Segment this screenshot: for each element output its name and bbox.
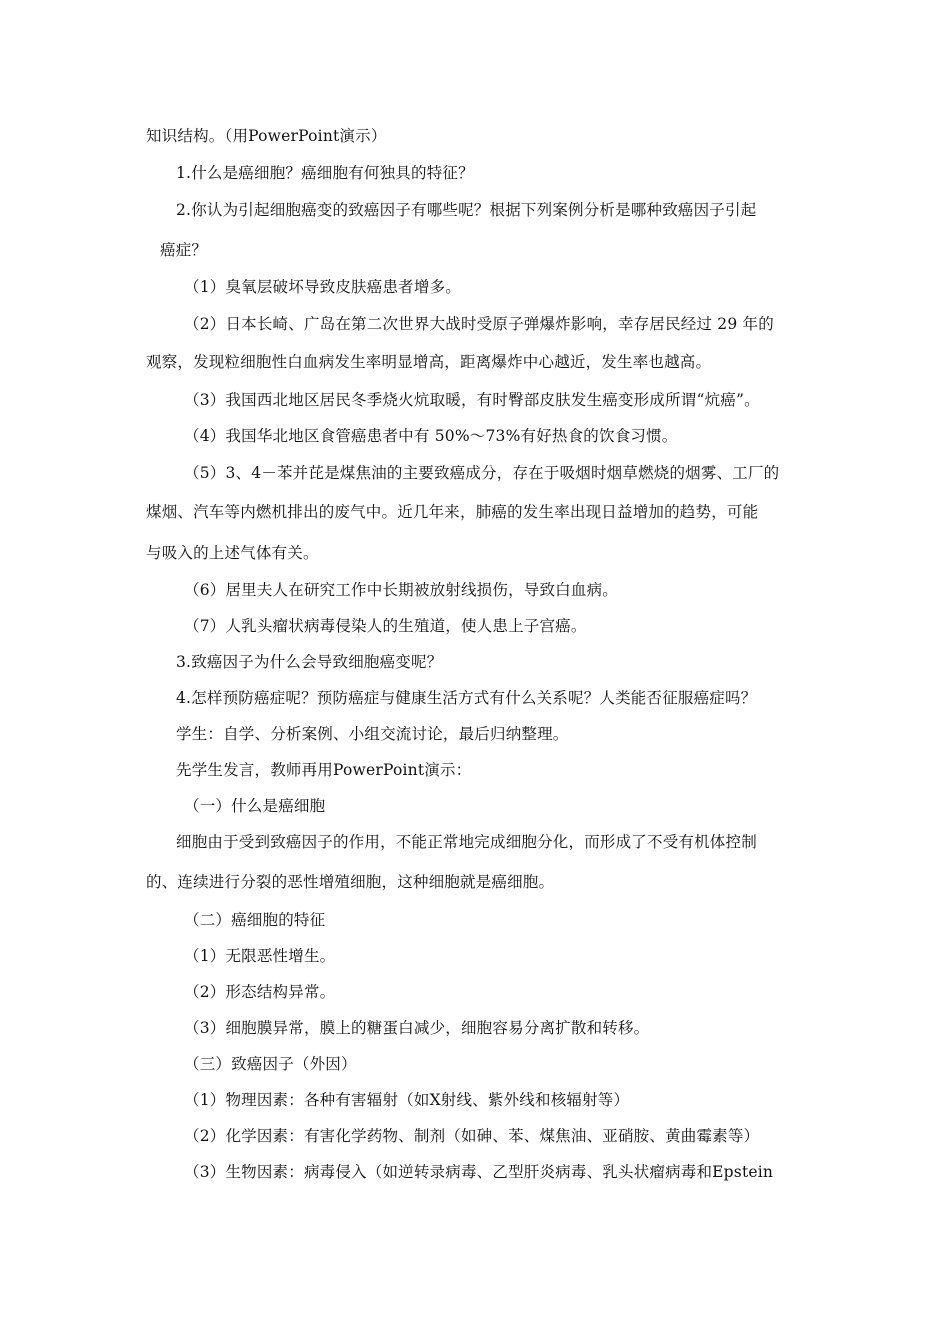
case-2: （2）日本长崎、广岛在第二次世界大战时受原子弹爆炸影响，幸存居民经过 29 年的 [184, 315, 774, 333]
feature-1: （1）无限恶性增生。 [184, 947, 336, 965]
definition-text: 细胞由于受到致癌因子的作用，不能正常地完成细胞分化，而形成了不受有机体控制 [176, 833, 757, 851]
question-1: 1.什么是癌细胞？癌细胞有何独具的特征？ [176, 164, 474, 182]
case-1: （1）臭氧层破坏导致皮肤癌患者增多。 [184, 278, 461, 296]
case-2-cont: 观察，发现粒细胞性白血病发生率明显增高，距离爆炸中心越近，发生率也越高。 [146, 353, 712, 371]
question-2: 2.你认为引起细胞癌变的致癌因子有哪些呢？根据下列案例分析是哪种致癌因子引起 [176, 201, 757, 219]
text-line: 知识结构。（用PowerPoint演示） [146, 127, 387, 145]
student-activity: 学生：自学、分析案例、小组交流讨论，最后归纳整理。 [176, 725, 569, 743]
definition-text-cont: 的、连续进行分裂的恶性增殖细胞，这种细胞就是癌细胞。 [146, 873, 555, 891]
question-2-cont: 癌症？ [160, 241, 208, 259]
factor-physical: （1）物理因素：各种有害辐射（如X射线、紫外线和核辐射等） [184, 1091, 630, 1109]
section-heading-2: （二）癌细胞的特征 [184, 911, 326, 929]
question-3: 3.致癌因子为什么会导致细胞癌变呢？ [176, 653, 443, 671]
case-5-cont: 煤烟、汽车等内燃机排出的废气中。近几年来，肺癌的发生率出现日益增加的趋势，可能 [146, 503, 759, 521]
factor-chemical: （2）化学因素：有害化学药物、制剂（如砷、苯、煤焦油、亚硝胺、黄曲霉素等） [184, 1127, 760, 1145]
case-3: （3）我国西北地区居民冬季烧火炕取暖，有时臀部皮肤发生癌变形成所谓“炕癌”。 [184, 391, 760, 409]
question-4: 4.怎样预防癌症呢？预防癌症与健康生活方式有什么关系呢？人类能否征服癌症吗？ [176, 689, 757, 707]
case-5-end: 与吸入的上述气体有关。 [146, 544, 319, 562]
feature-2: （2）形态结构异常。 [184, 983, 336, 1001]
feature-3: （3）细胞膜异常，膜上的糖蛋白减少，细胞容易分离扩散和转移。 [184, 1019, 650, 1037]
section-heading-1: （一）什么是癌细胞 [184, 797, 326, 815]
teacher-demo: 先学生发言，教师再用PowerPoint演示： [176, 761, 472, 779]
section-heading-3: （三）致癌因子（外因） [184, 1055, 357, 1073]
case-4: （4）我国华北地区食管癌患者中有 50%～73%有好热食的饮食习惯。 [184, 427, 678, 445]
case-7: （7）人乳头瘤状病毒侵染人的生殖道，使人患上子宫癌。 [184, 617, 587, 635]
case-6: （6）居里夫人在研究工作中长期被放射线损伤，导致白血病。 [184, 581, 618, 599]
factor-biological: （3）生物因素：病毒侵入（如逆转录病毒、乙型肝炎病毒、乳头状瘤病毒和Epstein [184, 1163, 774, 1181]
case-5: （5）3、4－苯并芘是煤焦油的主要致癌成分，存在于吸烟时烟草燃烧的烟雾、工厂的 [184, 464, 780, 482]
